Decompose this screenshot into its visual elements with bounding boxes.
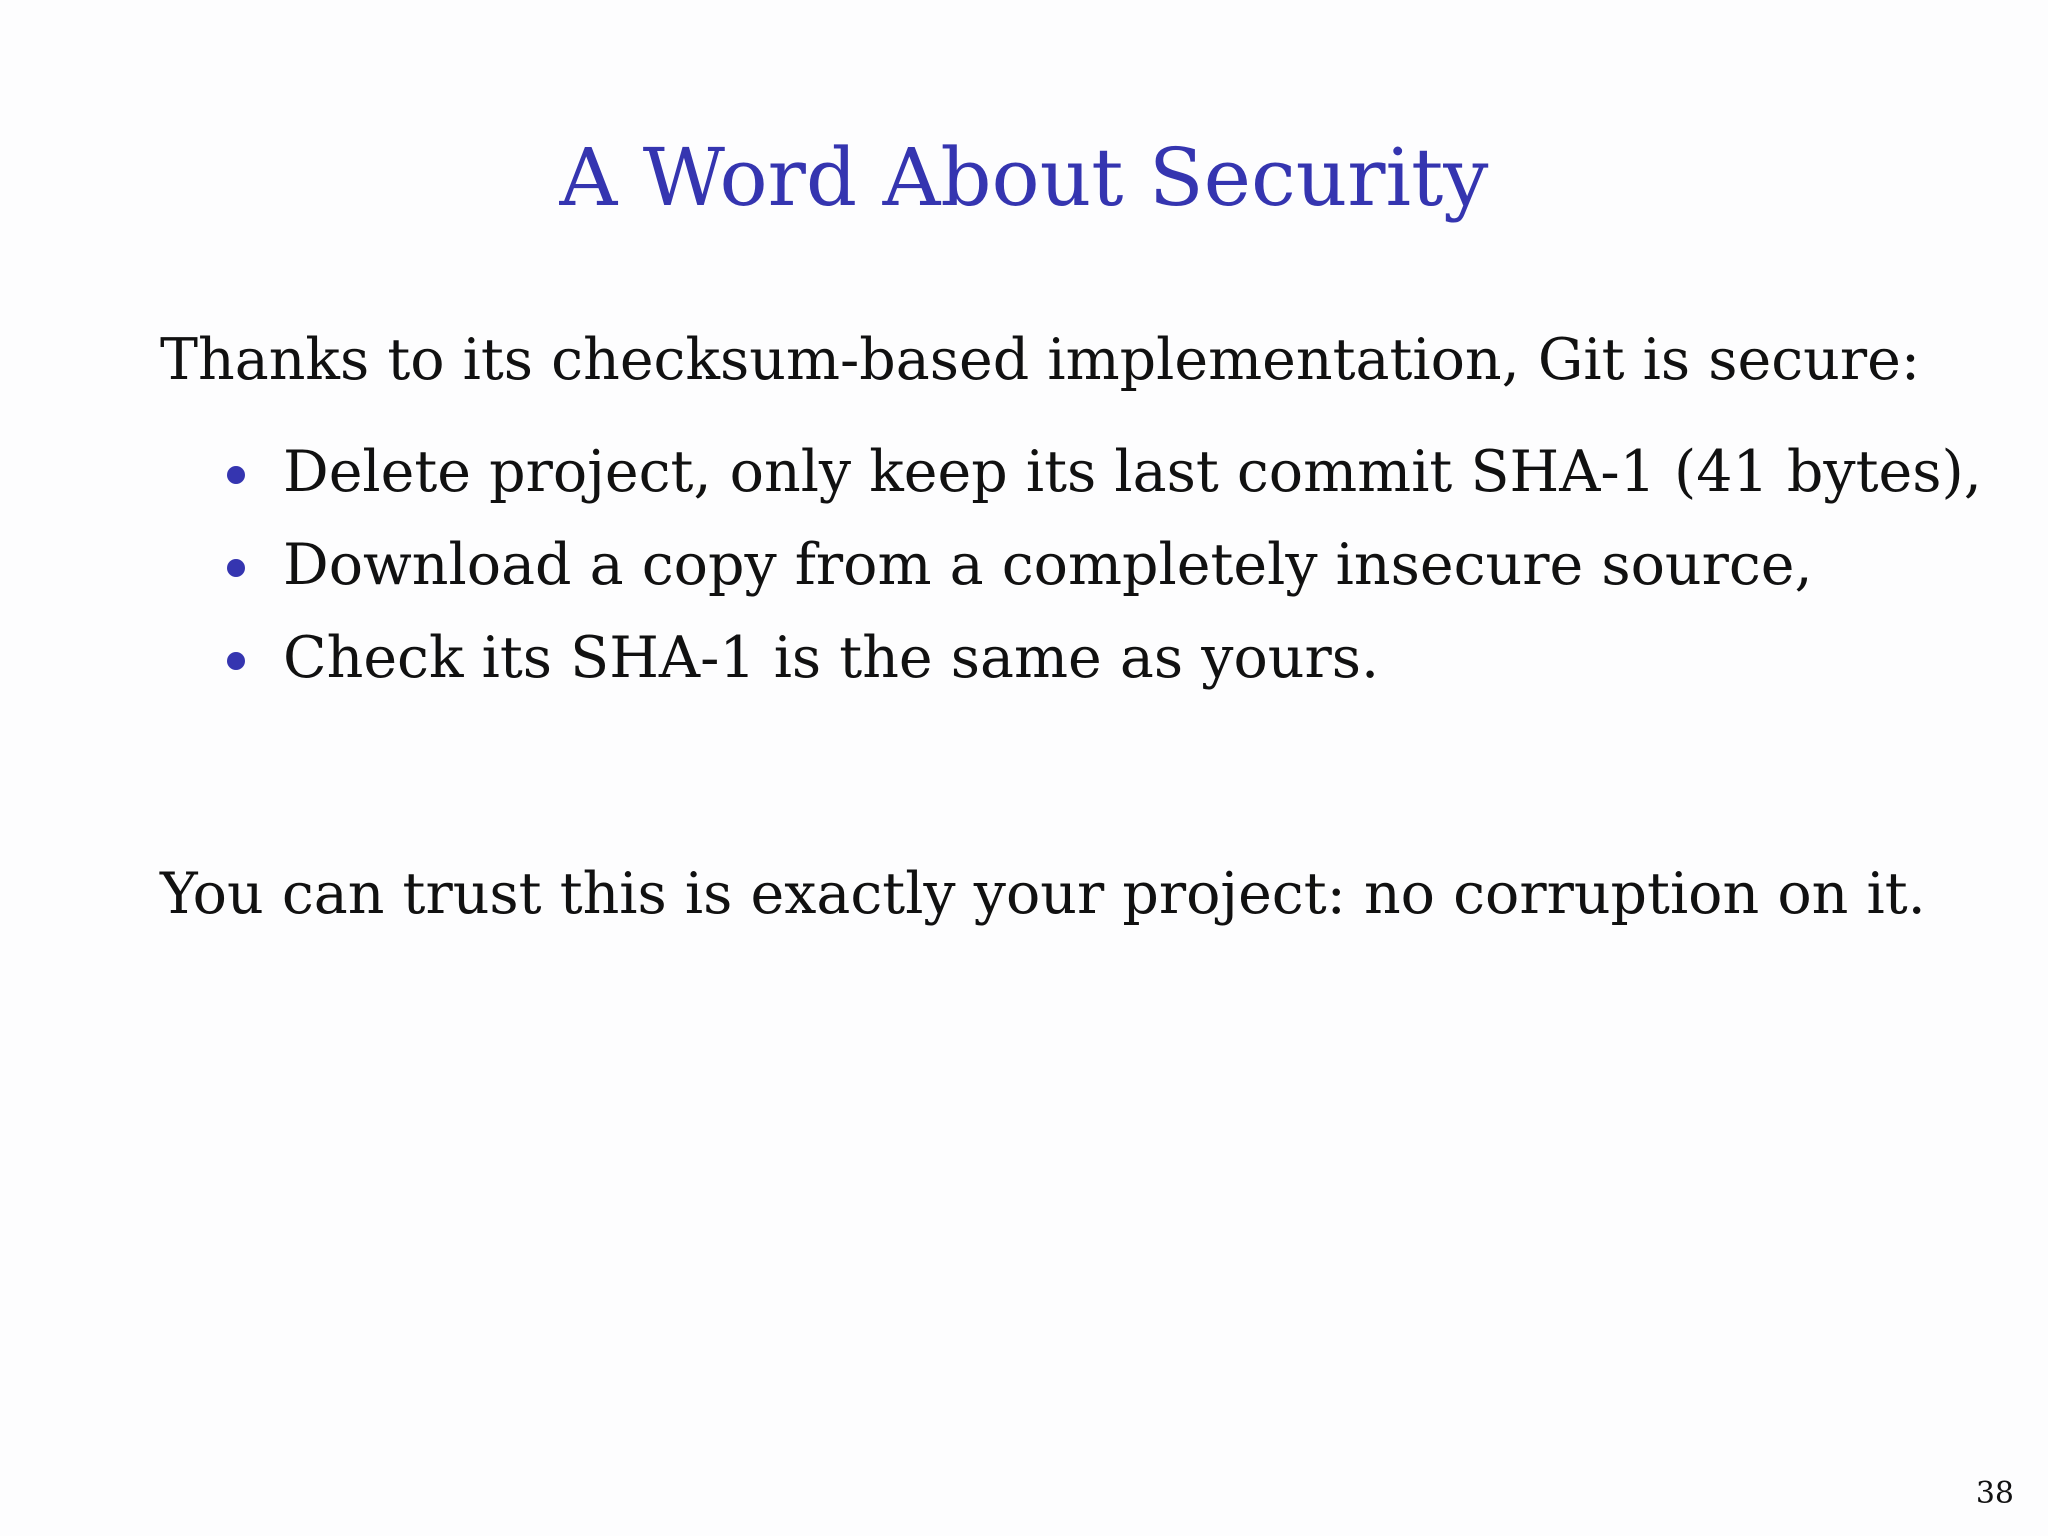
bullet-text: Delete project, only keep its last commit SHA-1 (41 bytes), xyxy=(283,439,1982,505)
bullet-item xyxy=(160,529,1982,622)
bullet-item xyxy=(160,622,1982,715)
bullet-dot-icon xyxy=(227,466,245,484)
bullet-list xyxy=(160,436,1982,715)
bullet-text: Check its SHA-1 is the same as yours. xyxy=(283,625,1380,691)
conclusion-text: You can trust this is exactly your project: no corruption on it. xyxy=(160,861,1926,927)
bullet-dot-icon xyxy=(227,559,245,577)
bullet-dot-icon xyxy=(227,652,245,670)
bullet-text: Download a copy from a completely insecure source, xyxy=(283,532,1813,598)
page-number: 38 xyxy=(1975,1476,2014,1511)
slide-title: A Word About Security xyxy=(559,131,1489,224)
bullet-item xyxy=(160,436,1982,529)
intro-text: Thanks to its checksum-based implementation, Git is secure: xyxy=(160,327,1921,393)
